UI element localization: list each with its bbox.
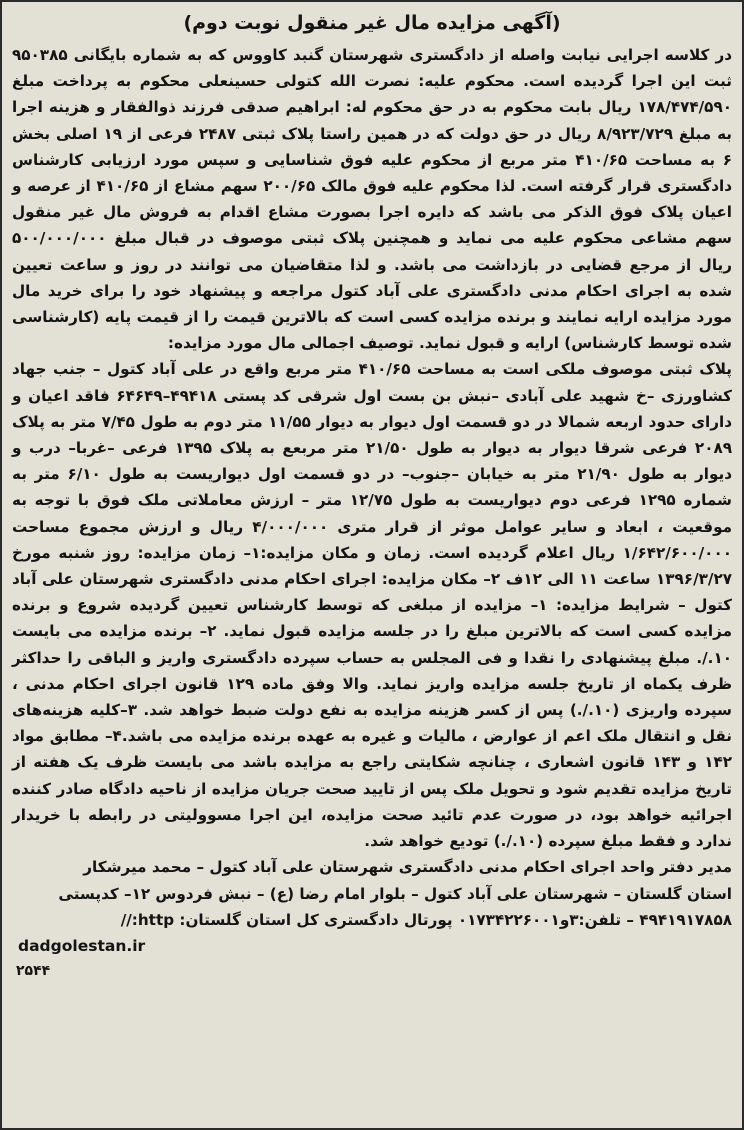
notice-body	[12, 42, 732, 854]
notice-number: ۲۵۴۴	[16, 962, 51, 979]
address-line: استان گلستان – شهرستان علی آباد کتول – بلوار امام رضا (ع) – نبش فردوس ۱۲– کدپستی	[58, 884, 732, 903]
notice-title: (آگهی مزایده مال غیر منقول نوبت دوم)	[183, 12, 561, 34]
signature-line: مدیر دفتر واحد اجرای احکام مدنی دادگستری شهرستان علی آباد کتول – محمد میرشکار	[83, 858, 732, 877]
notice-paragraph-intro: در کلاسه اجرایی نیابت واصله از دادگستری شهرستان گنبد کاووس که به شماره بایگانی ۹۵۰۳۸۵ ثبت این اجرا گردیده است. محکوم علیه: نصرت الله کتولی حسینعلی محکوم به پرداخت مبلغ ۱۷۸/۴۷۴/۵۹۰ ریال بابت محکوم به در حق محکوم له: ابراهیم صدقی فرزند ذوالفقار و هزینه اجرا به مبلغ ۸/۹۲۳/۷۲۹ ریال در حق دولت که در همین راستا پلاک ثبتی ۲۴۸۷ فرعی از ۱۹ اصلی بخش ۶ به مساحت ۴۱۰/۶۵ متر مربع از محکوم علیه فوق شناسایی و سپس مورد ارزیابی کارشناس دادگستری قرار گرفته است. لذا محکوم علیه فوق مالک ۲۰۰/۶۵ سهم مشاع از ۴۱۰/۶۵ از عرصه و اعیان پلاک فوق الذکر می باشد که دایره اجرا بصورت مشاع اقدام به فروش مال غیر منقول سهم مشاعی محکوم علیه می نماید و همچنین پلاک ثبتی موصوف در قبال مبلغ ۵۰۰/۰۰۰/۰۰۰ ریال از مرجع قضایی در بازداشت می باشد. و لذا متقاضیان می توانند در روز و ساعت تعیین شده به اجرای احکام مدنی دادگستری علی آباد کتول مراجعه و پیشنهاد خود را برای خرید مال مورد مزایده ارایه نمایند و برنده مزایده کسی است که بالاترین قیمت را از قیمت پایه (کارشناسی شده توسط کارشناس) ارایه و قبول نماید. توصیف اجمالی مال مورد مزایده:	[12, 46, 733, 353]
notice-paragraph-property: پلاک ثبتی موصوف ملکی است به مساحت ۴۱۰/۶۵ متر مربع واقع در علی آباد کتول – جنب جهاد کشاورزی –خ شهید علی آبادی –نبش بن بست اول شرقی کد پستی ۴۹۴۱۸–۶۴۶۴۹ فاقد اعیان و دارای حدود اربعه شمالا در دو قسمت اول دیوار به دیوار ۱۱/۵۵ متر دوم به طول ۷/۴۵ متر به پلاک ۲۰۸۹ فرعی شرقا دیوار به دیوار به طول ۲۱/۵۰ متر مربعع به پلاک ۱۳۹۵ فرعی –غربا– درب و دیوار به طول ۲۱/۹۰ متر به خیابان –جنوب– در دو قسمت اول دیواریست به طول ۶/۱۰ متر به شماره ۱۲۹۵ فرعی دوم دیواریست به طول ۱۲/۷۵ متر – ارزش معاملاتی ملک فوق با توجه به موقعیت ، ابعاد و سایر عوامل موثر از قرار متری ۴/۰۰۰/۰۰۰ ریال و ارزش مجموع مساحت ۱/۶۴۲/۶۰۰/۰۰۰ ریال اعلام گردیده است. زمان و مکان مزایده:۱– زمان مزایده: روز شنبه مورخ ۱۳۹۶/۳/۲۷ ساعت ۱۱ الی ۱۲ف ۲– مکان مزایده: اجرای احکام مدنی دادگستری شهرستان علی آباد کتول – شرایط مزایده: ۱– مزایده از مبلغی که توسط کارشناس تعیین گردیده شروع و برنده مزایده کسی است که بالاترین مبلغ را در جلسه مزایده قبول نماید. ۲– برنده مزایده می بایست ۱۰./. مبلغ پیشنهادی را نقدا و فی المجلس به حساب سپرده دادگستری واریز و الباقی را حداکثر ظرف یکماه از تاریخ جلسه مزایده واریز نماید. والا وفق ماده ۱۲۹ قانون اجرای احکام مدنی ، سپرده واریزی (۱۰./.) پس از کسر هزینه مزایده به نفع دولت ضبط خواهد شد. ۳–کلیه هزینه‌های نقل و انتقال ملک اعم از عوارض ، مالیات و غیره به عهده برنده مزایده می باشد.۴– مطابق مواد ۱۴۲ و ۱۴۳ قانون اشعاری ، چنانچه شکایتی راجع به مزایده باشد می بایست ظرف یک هفته از تاریخ مزایده تقدیم شود و تحویل ملک پس از تایید صحت جریان مزایده از ناحیه دادگاه صادر کننده اجرائیه خواهد بود، در صورت عدم تائید صحت مزایده، این اجرا مسوولیتی در رابطه با خریدار ندارد و فقط مبلغ سپرده (۱۰./.) تودیع خواهد شد.	[12, 360, 733, 851]
notice-footer	[12, 854, 732, 933]
contact-line: ۴۹۴۱۹۱۷۸۵۸ – تلفن:۳و۰۱۷۳۴۲۲۶۰۰۱ پورتال دادگستری کل استان گلستان: http://	[120, 910, 732, 929]
website-link: dadgolestan.ir	[18, 936, 146, 955]
